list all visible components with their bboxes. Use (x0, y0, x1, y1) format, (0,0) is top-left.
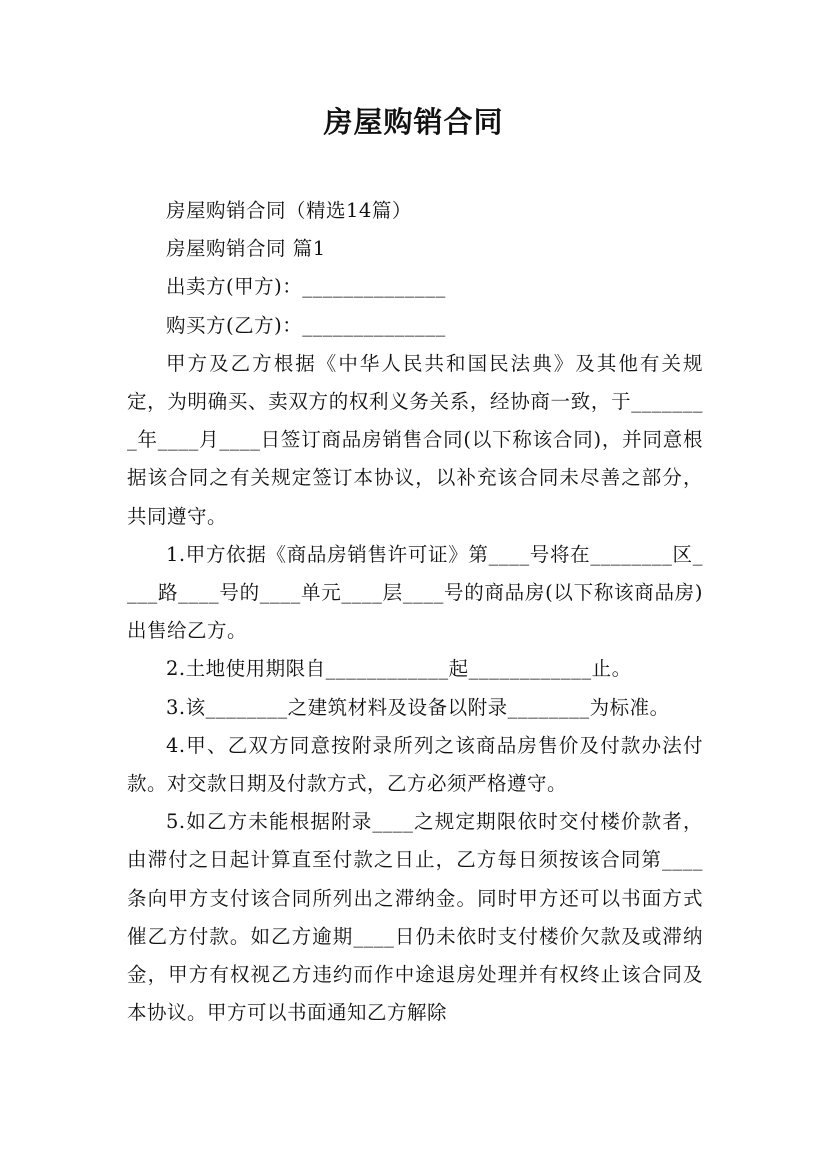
paragraph-clause-4: 4.甲、乙双方同意按附录所列之该商品房售价及付款办法付款。对交款日期及付款方式，乙方必须严格遵守。 (127, 733, 703, 796)
document-body (127, 192, 703, 1032)
paragraph-clause-1: 1.甲方依据《商品房销售许可证》第____号将在________区____路____号的____单元____层____号的商品房(以下称该商品房)出售给乙方。 (127, 542, 703, 643)
paragraph-preamble: 甲方及乙方根据《中华人民共和国民法典》及其他有关规定，为明确买、卖双方的权利义务关系，经协商一致，于________年____月____日签订商品房销售合同(以下称该合同)，并同意根据该合同之有关规定签订本协议，以补充该合同未尽善之部分，共同遵守。 (127, 351, 703, 528)
paragraph-buyer: 购买方(乙方)：______________ (166, 313, 446, 337)
paragraph-seller: 出卖方(甲方)：______________ (166, 275, 446, 299)
document-title: 房屋购销合同 (323, 105, 504, 139)
paragraph-section-heading: 房屋购销合同 篇1 (166, 237, 326, 261)
paragraph-collection-title: 房屋购销合同（精选14篇） (166, 199, 412, 222)
paragraph-clause-3: 3.该________之建筑材料及设备以附录________为标准。 (166, 695, 670, 719)
paragraph-clause-5: 5.如乙方未能根据附录____之规定期限依时交付楼价款者，由滞付之日起计算直至付款之日止，乙方每日须按该合同第____条向甲方支付该合同所列出之滞纳金。同时甲方还可以书面方式催乙方付款。如乙方逾期____日仍未依时支付楼价欠款及或滞纳金，甲方有权视乙方违约而作中途退房处理并有权终止该合同及本协议。甲方可以书面通知乙方解除 (127, 810, 703, 1025)
paragraph-clause-2: 2.土地使用期限自____________起____________止。 (166, 657, 632, 681)
